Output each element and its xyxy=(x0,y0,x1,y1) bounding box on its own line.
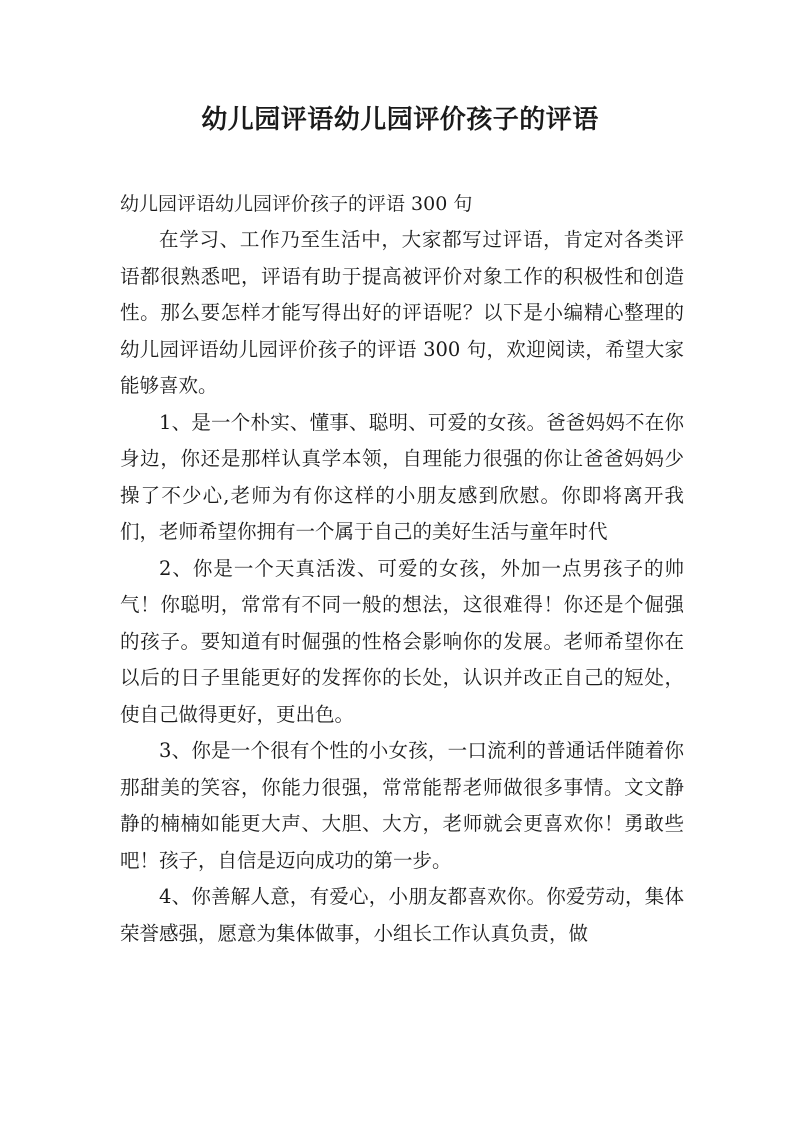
comment-paragraph-4: 4、你善解人意，有爱心，小朋友都喜欢你。你爱劳动，集体荣誉感强，愿意为集体做事，小组长工作认真负责，做 xyxy=(120,885,684,945)
document-subtitle: 幼儿园评语幼儿园评价孩子的评语 300 句 xyxy=(120,193,473,215)
document-body xyxy=(120,222,684,952)
comment-paragraph-2: 2、你是一个天真活泼、可爱的女孩，外加一点男孩子的帅气！你聪明，常常有不同一般的想法，这很难得！你还是个倔强的孩子。要知道有时倔强的性格会影响你的发展。老师希望你在以后的日子里能更好的发挥你的长处，认识并改正自己的短处，使自己做得更好，更出色。 xyxy=(120,556,684,726)
document-title: 幼儿园评语幼儿园评价孩子的评语 xyxy=(201,105,599,135)
comment-paragraph-3: 3、你是一个很有个性的小女孩，一口流利的普通话伴随着你那甜美的笑容，你能力很强，常常能帮老师做很多事情。文文静静的楠楠如能更大声、大胆、大方，老师就会更喜欢你！勇敢些吧！孩子，自信是迈向成功的第一步。 xyxy=(120,739,684,872)
intro-paragraph: 在学习、工作乃至生活中，大家都写过评语，肯定对各类评语都很熟悉吧，评语有助于提高被评价对象工作的积极性和创造性。那么要怎样才能写得出好的评语呢？以下是小编精心整理的幼儿园评语幼儿园评价孩子的评语 300 句，欢迎阅读，希望大家能够喜欢。 xyxy=(120,228,684,397)
comment-paragraph-1: 1、是一个朴实、懂事、聪明、可爱的女孩。爸爸妈妈不在你身边，你还是那样认真学本领，自理能力很强的你让爸爸妈妈少操了不少心,老师为有你这样的小朋友感到欣慰。你即将离开我们，老师希望你拥有一个属于自己的美好生活与童年时代 xyxy=(120,410,684,543)
